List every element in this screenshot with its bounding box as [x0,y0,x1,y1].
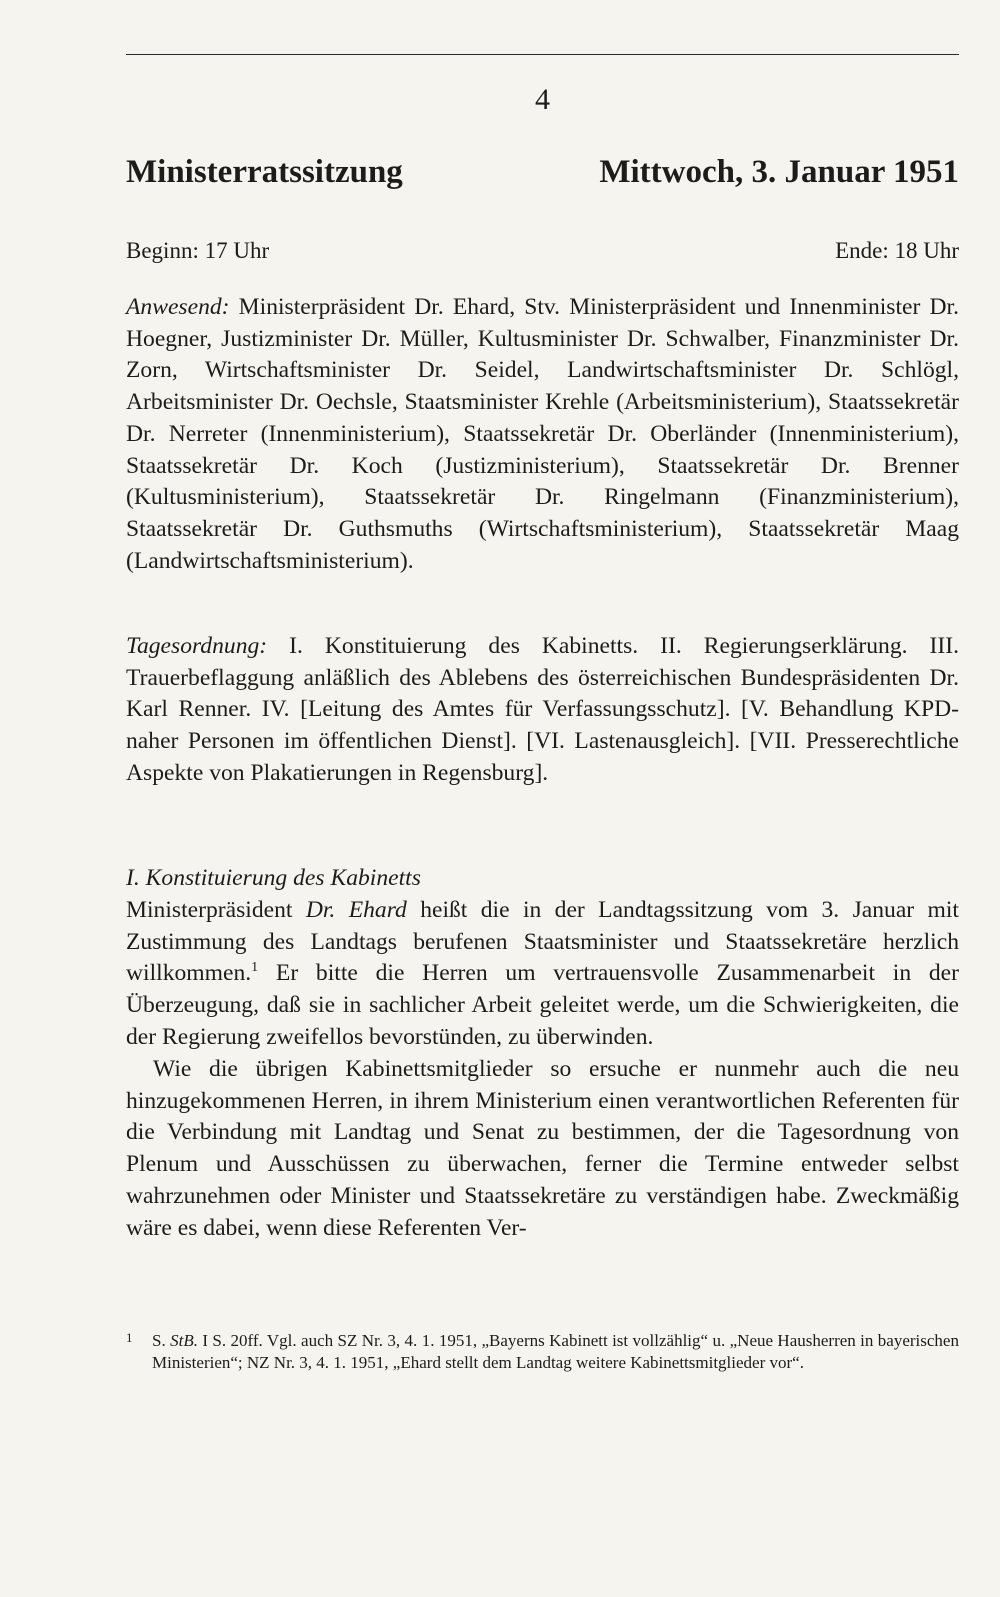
attendance-paragraph [126,292,959,577]
attendance-label: Anwesend: [126,294,230,320]
footnote [126,1330,959,1374]
agenda-text: I. Konstituierung des Kabinetts. II. Regierungserklärung. III. Trauerbeflaggung anläßlich des Ablebens des österreichischen Bundespräsidenten Dr. Karl Renner. IV. [Leitung des Amtes für Verfassungsschutz]. [V. Behandlung KPD-naher Personen im öffentlichen Dienst]. [VI. Lastenausgleich]. [VII. Presserechtliche Aspekte von Plakatierungen in Regensburg]. [126,633,959,786]
section-number: 4 [535,83,550,116]
text-run: heißt die in der Landtagssitzung vom 3. Januar mit Zustimmung des Landtags berufenen Staatsminister und Staatssekretäre herzlich willkommen. [126,897,959,987]
meeting-title-row [126,152,959,192]
meeting-begin: Beginn: 17 Uhr [126,238,270,263]
footnote-text [126,1330,959,1374]
text-run: S. [152,1331,171,1350]
section-paragraph-1 [126,895,959,1054]
speaker-name: Dr. Ehard [305,897,407,923]
text-run: Ministerpräsident [126,897,306,923]
meeting-title: Ministerratssitzung [126,154,403,190]
header-rule [126,54,959,55]
section-heading: I. Konstituierung des Kabinetts [126,865,421,891]
meeting-end: Ende: 18 Uhr [835,238,959,263]
meeting-date: Mittwoch, 3. Januar 1951 [599,154,959,190]
agenda-paragraph [126,631,959,790]
section-paragraph-2: Wie die übrigen Kabinettsmitglieder so ersuche er nunmehr auch die neu hinzugekommenen Herren, in ihrem Ministerium einen verantwortlichen Referenten für die Verbindung mit Landtag und Senat zu bestimmen, der die Tagesordnung von Plenum und Ausschüssen zu überwachen, ferner die Termine entweder selbst wahrzunehmen oder Minister und Staatssekretäre zu verständigen habe. Zweckmäßig wäre es dabei, wenn diese Referenten Ver- [126,1056,959,1241]
text-run: Er bitte die Herren um vertrauensvolle Zusammenarbeit in der Überzeugung, daß sie in sachlicher Arbeit geleitet werde, um die Schwierigkeiten, die der Regierung zweifellos bevorstünden, zu überwinden. [126,960,959,1050]
meeting-time-row [126,236,959,266]
agenda-label: Tagesordnung: [126,633,268,659]
attendance-text: Ministerpräsident Dr. Ehard, Stv. Ministerpräsident und Innenminister Dr. Hoegner, Justizminister Dr. Müller, Kultusminister Dr. Schwalber, Finanzminister Dr. Zorn, Wirtschaftsminister Dr. Seidel, Landwirtschaftsminister Dr. Schlögl, Arbeitsminister Dr. Oechsle, Staatsminister Krehle (Arbeitsministerium), Staatssekretär Dr. Nerreter (Innenministerium), Staatssekretär Dr. Oberländer (Innenministerium), Staatssekretär Dr. Koch (Justizministerium), Staatssekretär Dr. Brenner (Kultusministerium), Staatssekretär Dr. Ringelmann (Finanzministerium), Staatssekretär Dr. Guthsmuths (Wirtschaftsministerium), Staatssekretär Maag (Landwirtschaftsministerium). [126,294,959,574]
footnote-ref: 1 [251,960,259,976]
footnote-number: 1 [126,1330,133,1345]
text-run: I S. 20ff. Vgl. auch SZ Nr. 3, 4. 1. 1951, „Bayerns Kabinett ist vollzählig“ u. „Neue Hausherren in bayerischen Ministerien“; NZ Nr. 3, 4. 1. 1951, „Ehard stellt dem Landtag weitere Kabinettsmitglieder vor“. [152,1331,959,1372]
footnote-source: StB. [170,1331,198,1350]
